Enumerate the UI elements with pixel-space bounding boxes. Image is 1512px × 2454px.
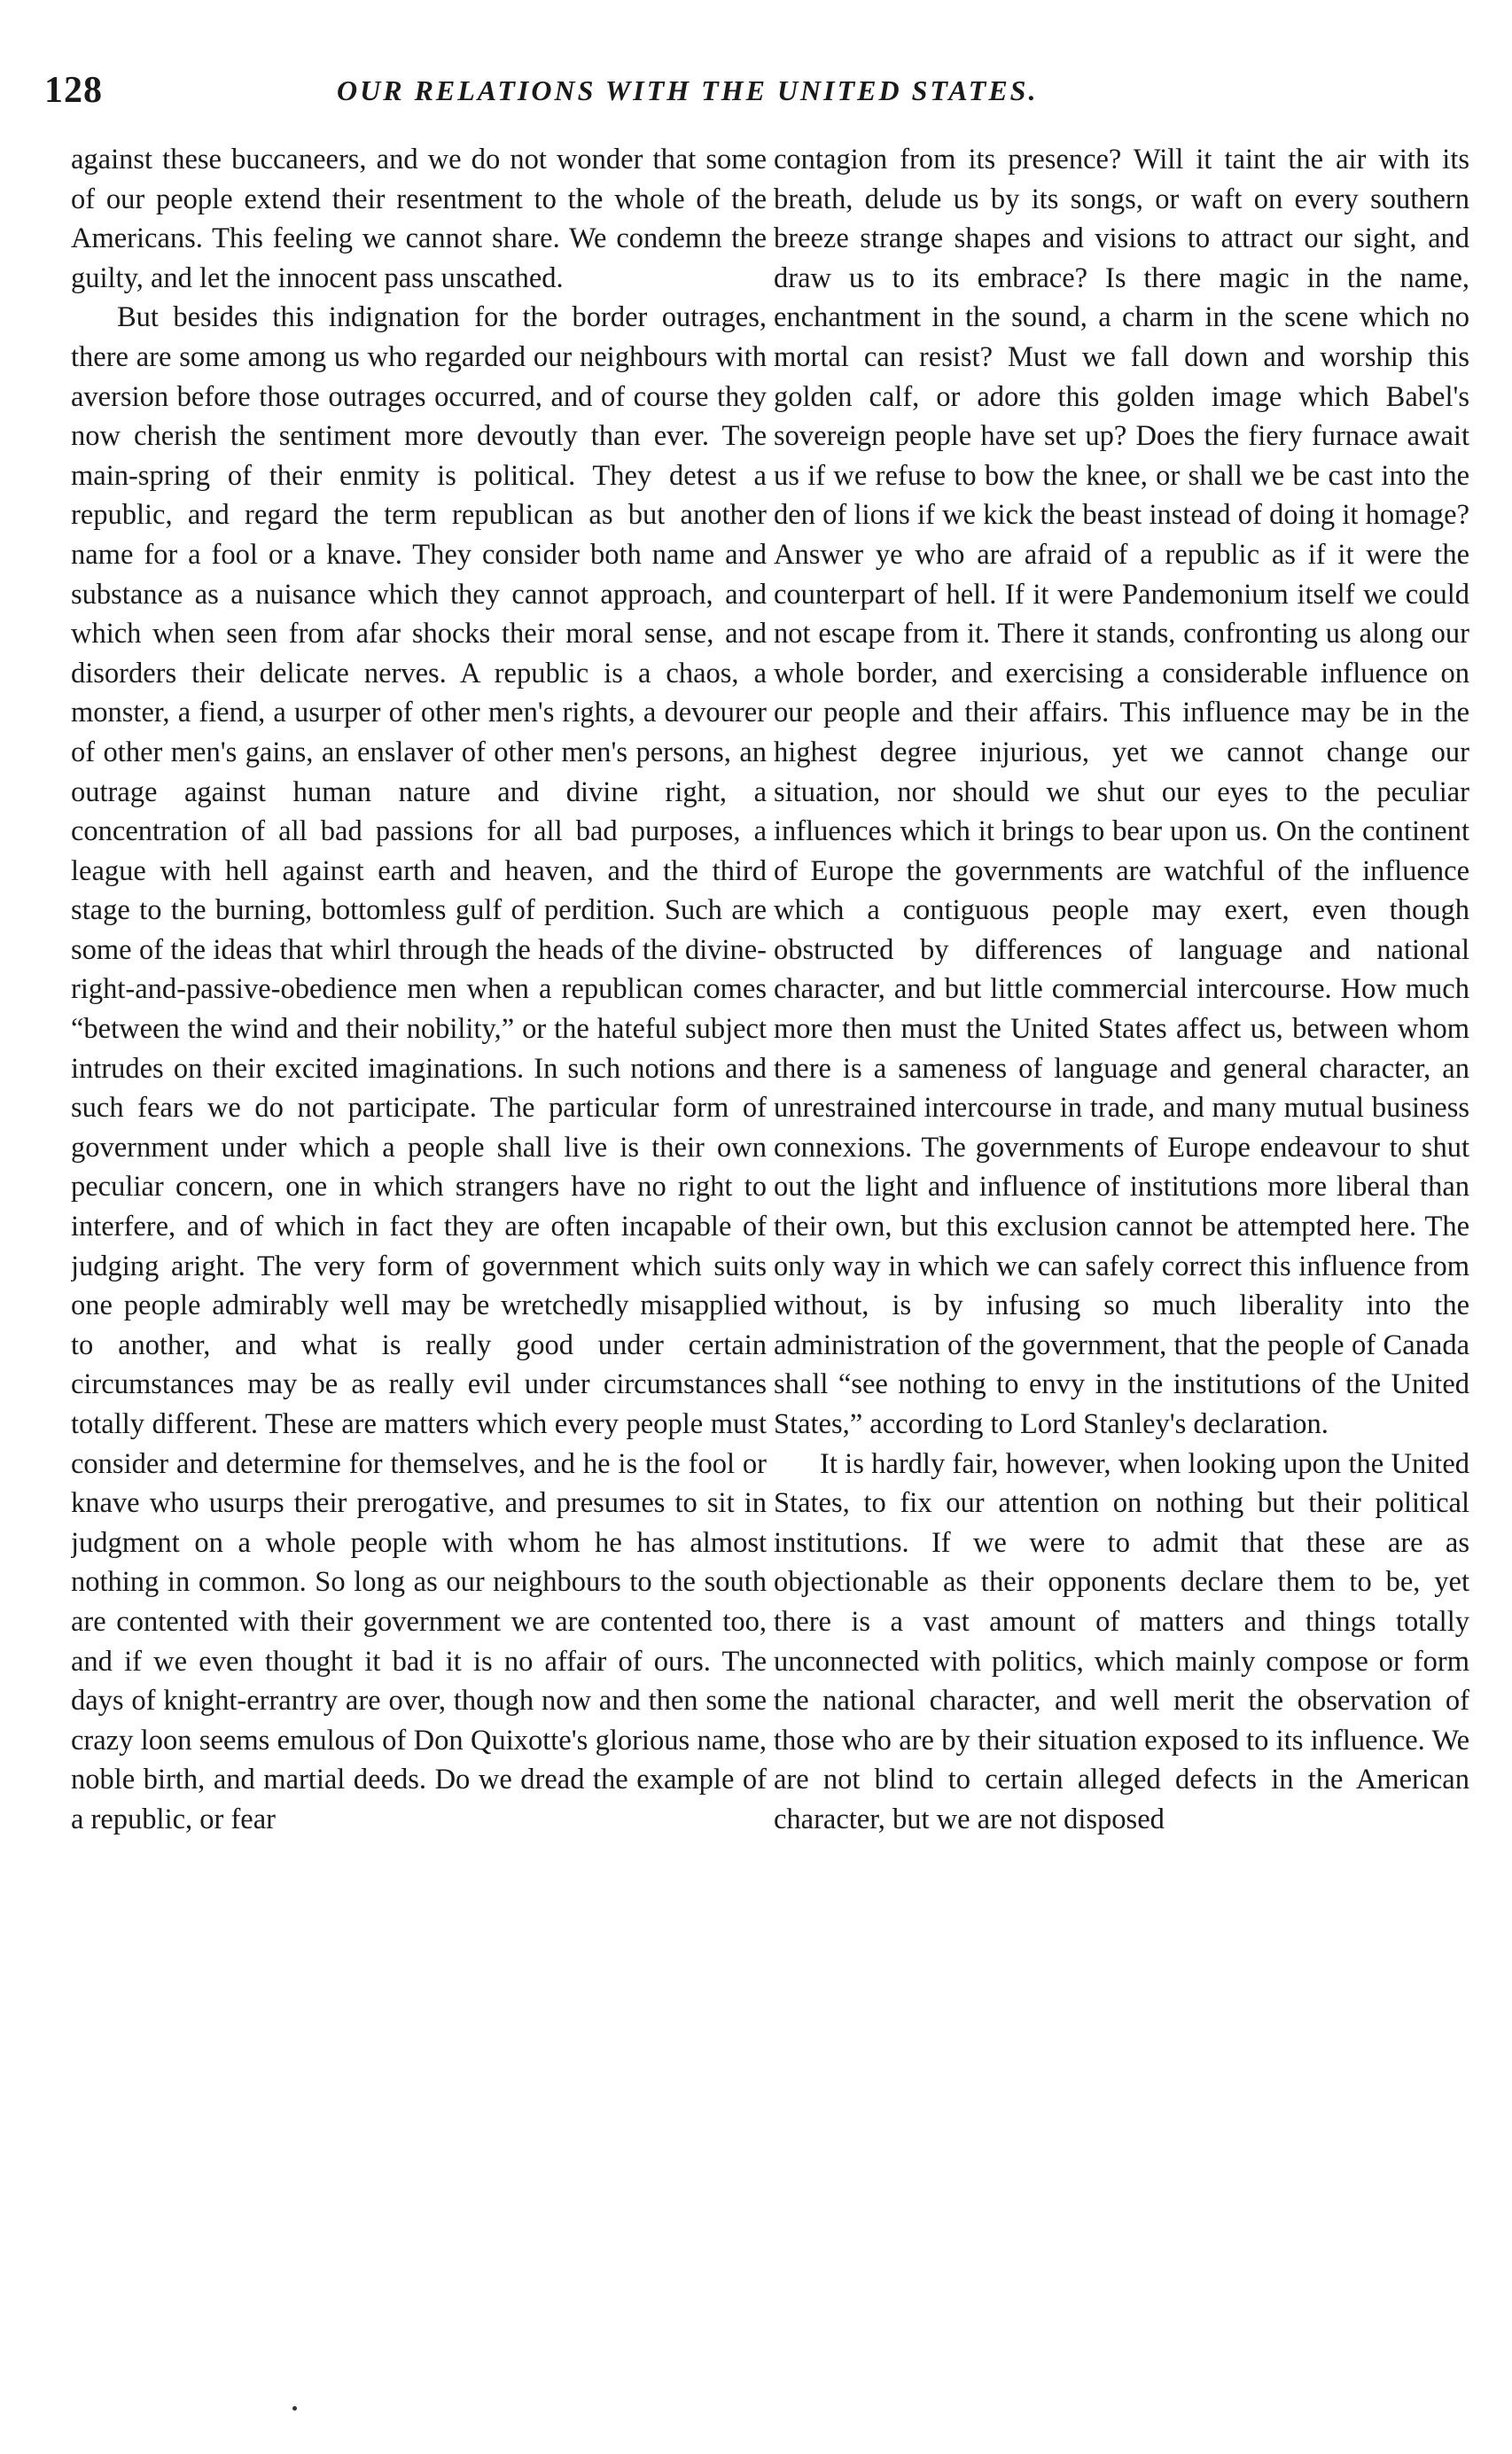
page-number: 128 (44, 70, 103, 111)
right-paragraph-1: contagion from its presence? Will it taint the air with its breath, delude us by its songs, or waft on every southern breeze strange shapes and visions to attract our sight, and draw us to its embrace? Is there magic in the name, enchantment in the sound, a charm in the scene which no mortal can resist? Must we fall down and worship this golden calf, or adore this golden image which Babel's sovereign people have set up? Does the fiery furnace await us if we refuse to bow the knee, or shall we be cast into the den of lions if we kick the beast instead of doing it homage? Answer ye who are afraid of a republic as if it were the counterpart of hell. If it were Pandemonium itself we could not escape from it. There it stands, confronting us along our whole border, and exercising a considerable influence on our people and their affairs. This influence may be in the highest degree injurious, yet we cannot change our situation, nor should we shut our eyes to the peculiar influences which it brings to bear upon us. On the continent of Europe the governments are watchful of the influence which a contiguous people may exert, even though obstructed by differences of language and national character, and but little commercial intercourse. How much more then must the United States affect us, between whom there is a sameness of language and general character, an unrestrained intercourse in trade, and many mutual business connexions. The governments of Europe endeavour to shut out the light and influence of institutions more liberal than their own, but this exclusion cannot be attempted here. The only way in which we can safely correct this influence from without, is by infusing so much liberality into the administration of the government, that the people of Canada shall “see nothing to envy in the institutions of the United States,” according to Lord Stanley's declaration. (774, 144, 1469, 1440)
left-paragraph-1: against these buccaneers, and we do not wonder that some of our people extend their resentment to the whole of the Americans. This feeling we cannot share. We condemn the guilty, and let the innocent pass unscathed. (71, 144, 767, 294)
right-paragraph-2: It is hardly fair, however, when looking upon the United States, to fix our attention on nothing but their political institutions. If we were to admit that these are as objectionable as their opponents declare them to be, yet there is a vast amount of matters and things totally unconnected with politics, which mainly compose or form the national character, and well merit the observation of those who are by their situation exposed to its influence. We are not blind to certain alleged defects in the American character, but we are not disposed (774, 1447, 1469, 1835)
left-paragraph-2: But besides this indignation for the border outrages, there are some among us who regarded our neighbours with aversion before those outrages occurred, and of course they now cherish the sentiment more devoutly than ever. The main-spring of their enmity is political. They detest a republic, and regard the term republican as but another name for a fool or a knave. They consider both name and substance as a nuisance which they cannot approach, and which when seen from afar shocks their moral sense, and disorders their delicate nerves. A republic is a chaos, a monster, a fiend, a usurper of other men's rights, a devourer of other men's gains, an enslaver of other men's persons, an outrage against human nature and divine right, a concentration of all bad passions for all bad purposes, a league with hell against earth and heaven, and the third stage to the burning, bottomless gulf of perdition. Such are some of the ideas that whirl through the heads of the divine-right-and-passive-obedience men when a republican comes “between the wind and their nobility,” or the hateful subject intrudes on their excited imaginations. In such notions and such fears we do not participate. The particular form of government under which a people shall live is their own peculiar concern, one in which strangers have no right to interfere, and of which in fact they are often incapable of judging aright. The very form of government which suits one people admirably well may be wretchedly misapplied to another, and what is really good under certain circumstances may be as really evil under circumstances totally different. These are matters which every people must consider and determine for themselves, and he is the fool or knave who usurps their prerogative, and presumes to sit in judgment on a whole people with whom he has almost nothing in common. So long as our neighbours to the south are contented with their government we are contented too, and if we even thought it bad it is no affair of ours. The days of knight-errantry are over, though now and then some crazy loon seems emulous of Don Quixotte's glorious name, noble birth, and martial deeds. Do we dread the example of a republic, or fear (71, 301, 767, 1835)
right-column (774, 140, 1469, 2391)
left-column (71, 140, 767, 2391)
footer-dot (292, 2406, 297, 2411)
running-head: OUR RELATIONS WITH THE UNITED STATES. (337, 74, 1039, 106)
